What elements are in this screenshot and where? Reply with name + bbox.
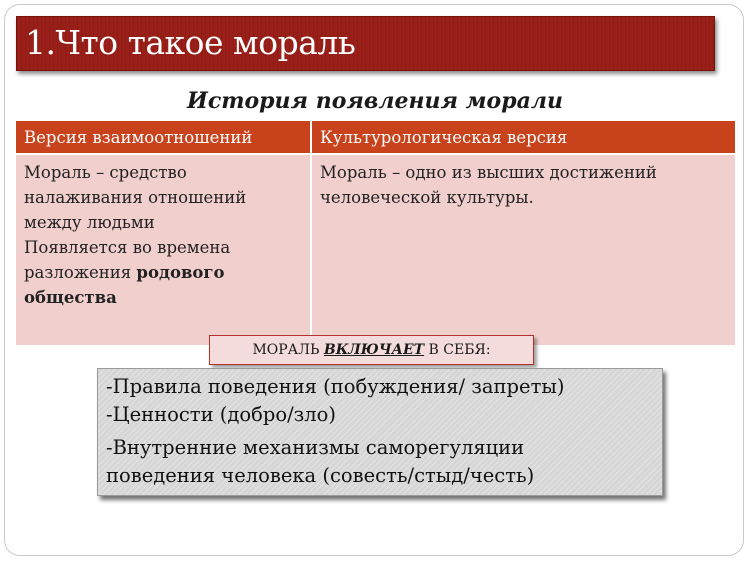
table-header-row [16, 121, 735, 154]
list-item: -Внутренние механизмы саморегуляции [106, 436, 525, 459]
list-item: поведения человека (совесть/стыд/честь) [106, 464, 535, 487]
list-item: -Ценности (добро/зло) [106, 403, 337, 426]
comparison-table [16, 121, 735, 345]
includes-suffix: В СЕБЯ: [424, 342, 491, 358]
includes-prefix: МОРАЛЬ [252, 342, 324, 358]
slide-subtitle: История появления морали [187, 88, 563, 114]
cell-text: Появляется во времена [24, 238, 231, 257]
cell-text-bold: родового [136, 263, 225, 282]
table-row [16, 154, 735, 345]
cell-text-bold: общества [24, 288, 117, 307]
table-header-cell: Версия взаимоотношений [16, 121, 311, 154]
includes-label-box [209, 335, 534, 365]
table-cell-relations [16, 154, 311, 345]
slide-title: 1.Что такое мораль [25, 23, 356, 62]
title-bar [16, 16, 715, 71]
cell-text: разложения [24, 263, 137, 282]
cell-text: налаживания отношений [24, 188, 247, 207]
list-item: -Правила поведения (побуждения/ запреты) [106, 375, 565, 398]
table-header-cell: Культурологическая версия [311, 121, 735, 154]
cell-text: человеческой культуры. [320, 188, 534, 207]
includes-emphasis: ВКЛЮЧАЕТ [323, 342, 425, 358]
cell-text: Мораль – средство [24, 163, 187, 182]
cell-text: между людьми [24, 213, 155, 232]
table-cell-culture [311, 154, 735, 345]
includes-list-box [97, 368, 663, 496]
cell-text: Мораль – одно из высших достижений [320, 163, 657, 182]
